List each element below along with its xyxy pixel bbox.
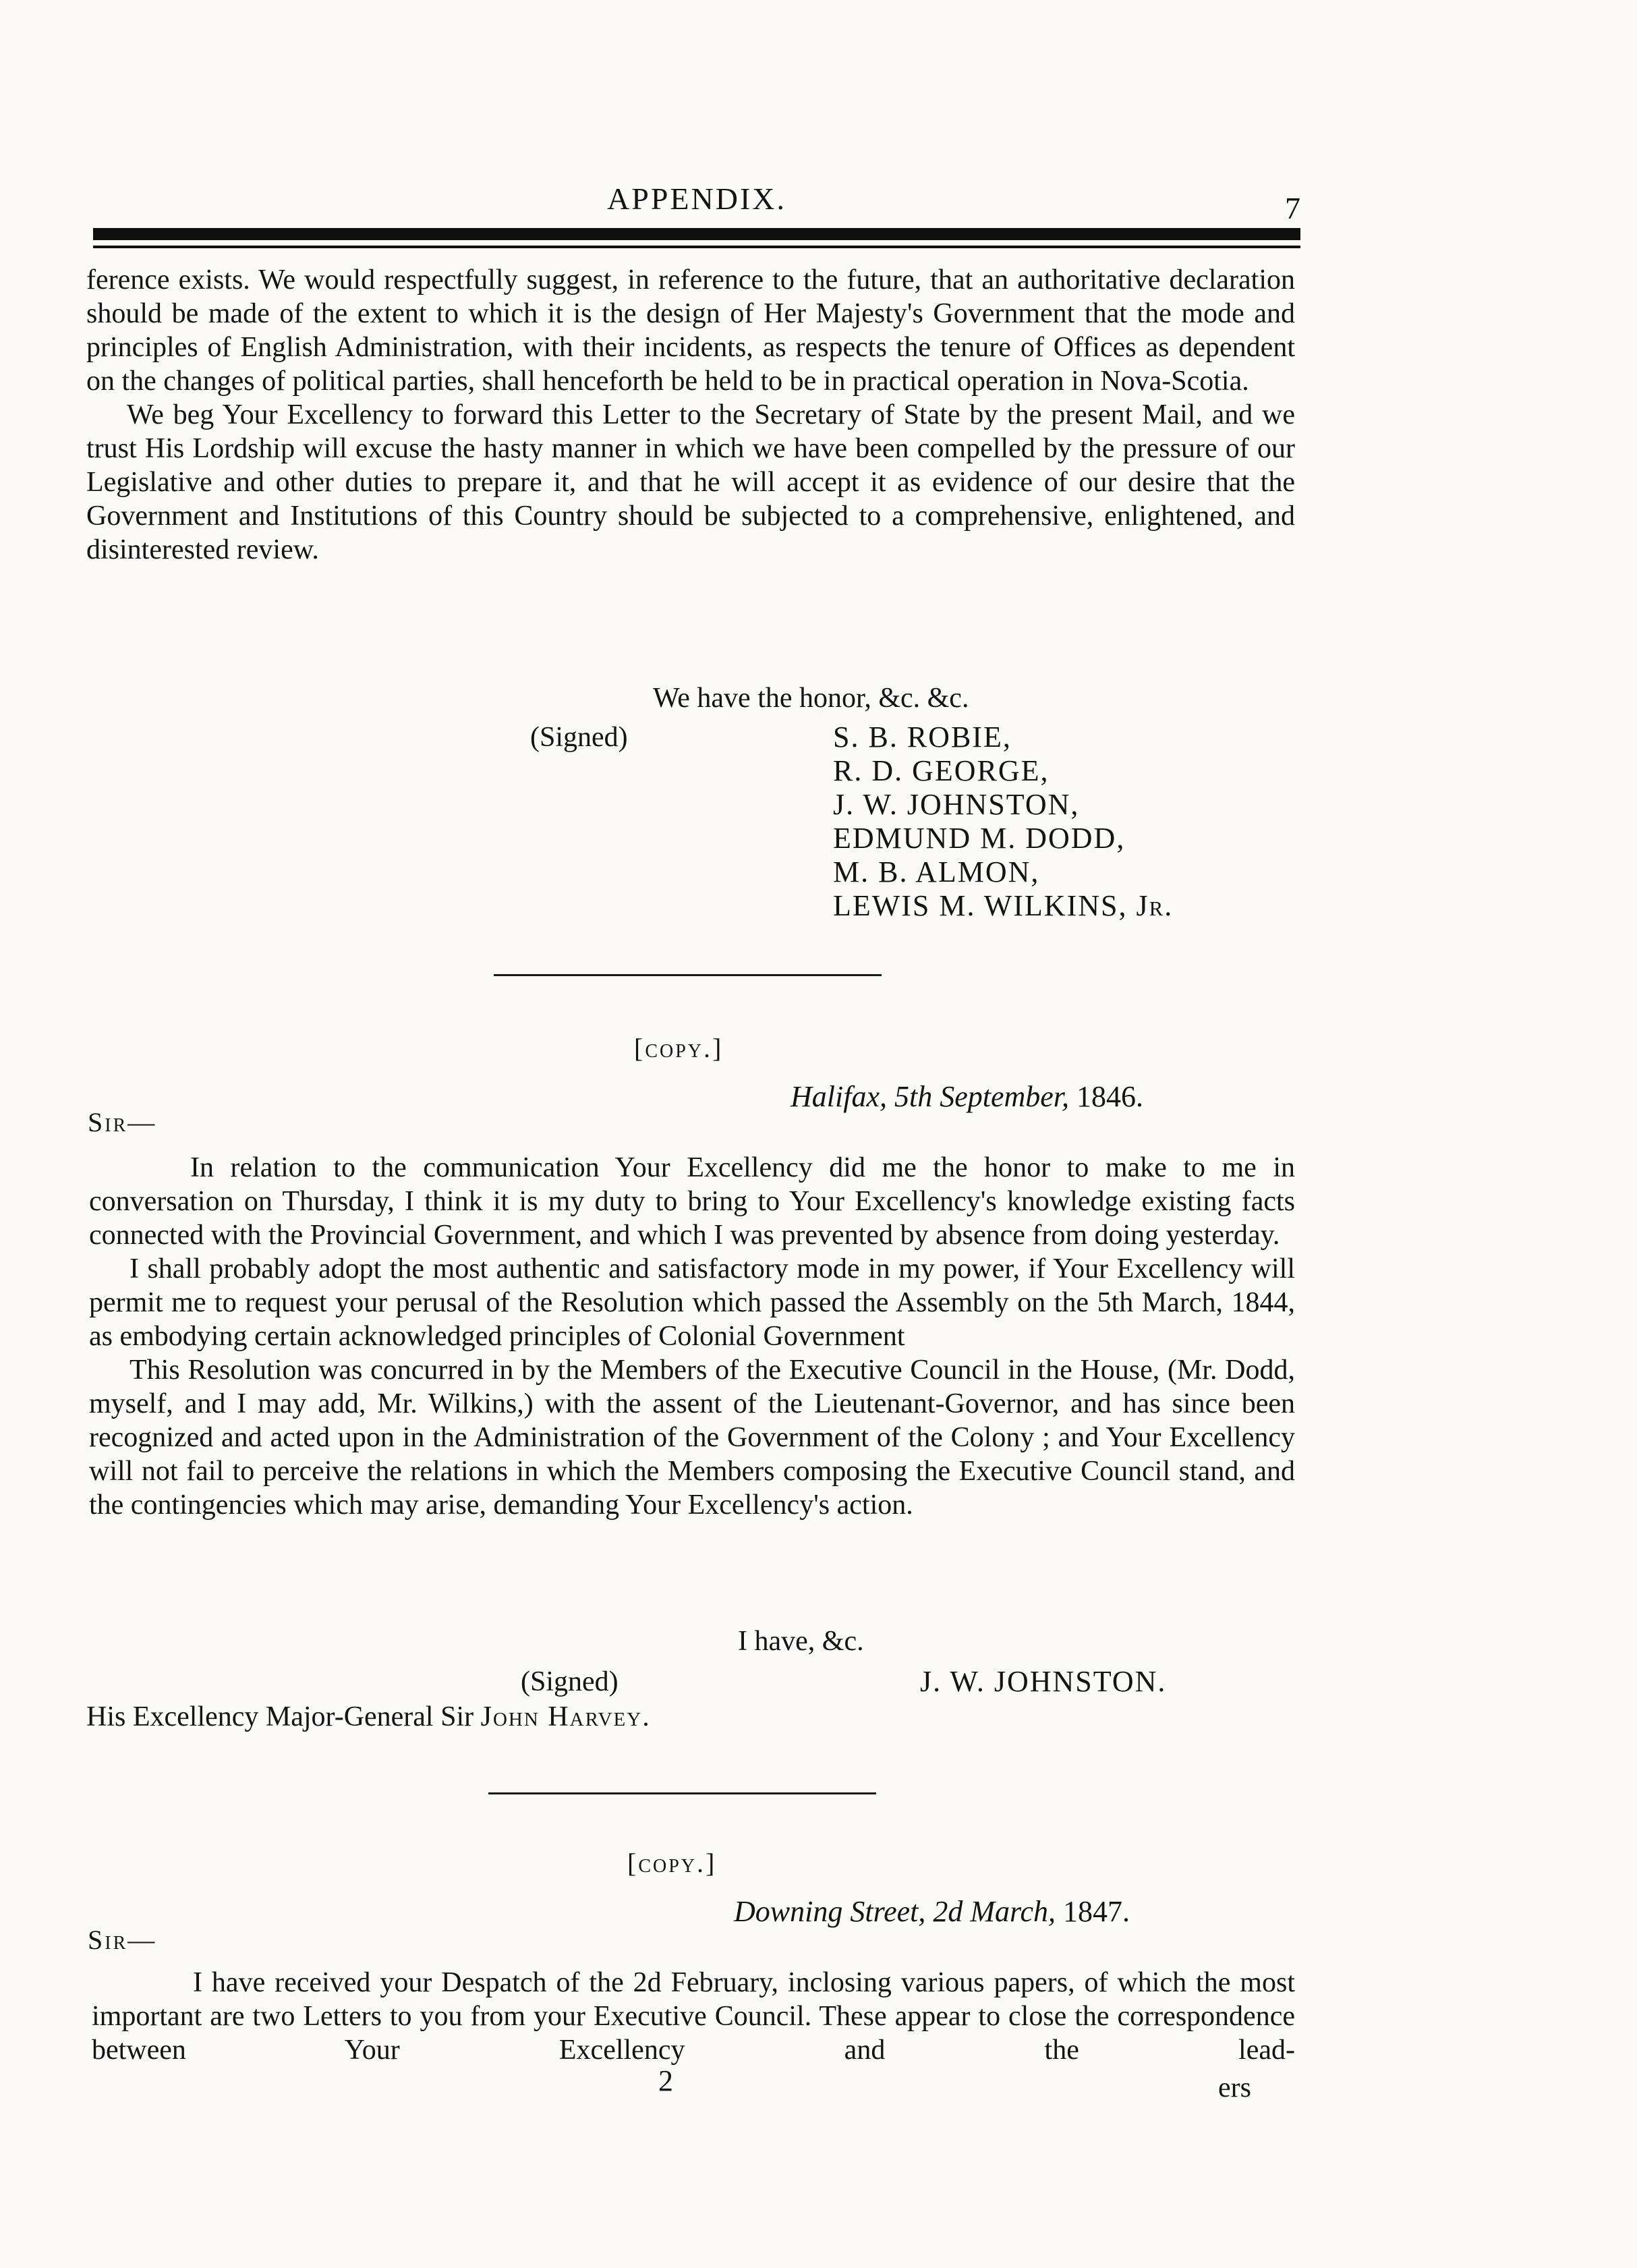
- dateline-year: 1846.: [1076, 1080, 1144, 1113]
- addressee: [86, 1700, 651, 1734]
- paragraph: I have received your Despatch of the 2d February, inclosing various papers, of which the most important are two Letters to you from your Executive Council. These appear to close the correspondence between Your Excellency and the lead-: [92, 1967, 1295, 2066]
- signed-label: (Signed): [530, 722, 628, 753]
- signatory-name: EDMUND M. DODD,: [833, 822, 1126, 855]
- running-header: [93, 181, 1300, 228]
- page-number: 7: [1285, 191, 1300, 225]
- salutation: Sir—: [88, 1107, 157, 1137]
- signed-label: (Signed): [521, 1666, 619, 1697]
- section-divider: [494, 974, 882, 976]
- header-rule-thick: [93, 228, 1300, 240]
- continued-letter: [86, 263, 1295, 567]
- name-suffix: Jr.: [1136, 889, 1174, 922]
- copy-mark: [copy.]: [634, 1033, 724, 1063]
- letter-body: [92, 1966, 1295, 2067]
- dateline-place: Downing Street, 2d March,: [734, 1895, 1056, 1928]
- dateline: [734, 1894, 1130, 1929]
- dateline-year: 1847.: [1063, 1895, 1130, 1928]
- signatory-name: LEWIS M. WILKINS,: [833, 889, 1128, 922]
- salutation: Sir—: [88, 1925, 157, 1955]
- signatory-name: R. D. GEORGE,: [833, 754, 1050, 787]
- paragraph: ference exists. We would respectfully suggest, in reference to the future, that an authoritative declaration should be made of the extent to which it is the design of Her Majesty's Government that the mode and principles of English Administration, with their incidents, as respects the tenure of Offices as dependent on the changes of political parties, shall henceforth be held to be in practical operation in Nova-Scotia.: [86, 264, 1295, 397]
- signatory-name: S. B. ROBIE,: [833, 720, 1012, 754]
- paragraph: This Resolution was concurred in by the Members of the Executive Council in the House, (Mr. Dodd, myself, and I may add, Mr. Wilkins,) with the assent of the Lieutenant-Governor, and has since been recognized and acted upon in the Administration of the Government of the Colony ; and Your Excellency will not fail to perceive the relations in which the Members composing the Executive Council stand, and the contingencies which may arise, demanding Your Excellency's action.: [89, 1355, 1295, 1521]
- signature-mark: 2: [658, 2064, 673, 2097]
- paragraph: In relation to the communication Your Excellency did me the honor to make to me in conversation on Thursday, I think it is my duty to bring to Your Excellency's knowledge existing facts connected with the Provincial Government, and which I was prevented by absence from doing yesterday.: [89, 1152, 1295, 1251]
- header-rule-thin: [93, 246, 1300, 248]
- signatory-name: M. B. ALMON,: [833, 855, 1040, 888]
- addressee-name: John Harvey.: [480, 1701, 651, 1732]
- signatory-list: [833, 720, 1173, 923]
- addressee-prefix: His Excellency Major-General Sir: [86, 1701, 474, 1732]
- closing-formula: I have, &c.: [738, 1626, 864, 1657]
- signatory-name: J. W. JOHNSTON.: [920, 1665, 1167, 1698]
- paragraph: We beg Your Excellency to forward this Letter to the Secretary of State by the present Mail, and we trust His Lordship will excuse the hasty manner in which we have been compelled by the pressure of our Legislative and other duties to prepare it, and that he will accept it as evidence of our desire that the Government and Institutions of this Country should be subjected to a comprehensive, enlightened, and disinterested review.: [86, 399, 1295, 565]
- letter-body: [89, 1151, 1295, 1522]
- copy-mark: [copy.]: [627, 1848, 717, 1878]
- catchword: ers: [1218, 2072, 1251, 2103]
- closing-formula: We have the honor, &c. &c.: [653, 683, 969, 714]
- section-divider: [488, 1792, 876, 1794]
- signatory-name: J. W. JOHNSTON,: [833, 788, 1080, 821]
- dateline: [791, 1079, 1143, 1114]
- paragraph: I shall probably adopt the most authentic and satisfactory mode in my power, if Your Excellency will permit me to request your perusal of the Resolution which passed the Assembly on the 5th March, 1844, as embodying certain acknowledged principles of Colonial Government: [89, 1253, 1295, 1352]
- dateline-place: Halifax, 5th September,: [791, 1080, 1070, 1113]
- page-title: APPENDIX.: [607, 181, 786, 216]
